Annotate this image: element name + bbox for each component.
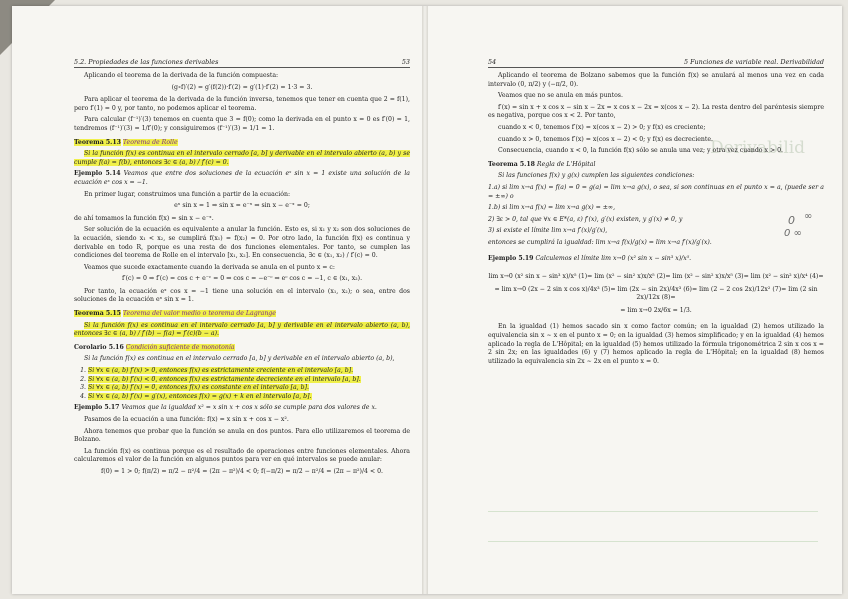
lhopital-condition-2: 2) ∃ε > 0, tal que ∀x ∈ E*(a, ε) f′(x), g′(x) existen, y g′(x) ≠ 0, y [488,215,683,223]
left-page [12,6,422,594]
lhopital-condition-1b: 1.b) si lim x→a f(x) = lim x→a g(x) = ±∞, [488,204,616,212]
limit-calculation-line-3: = lim x→0 2x/6x = 1/3. [620,306,692,314]
example-5-14-p1: En primer lugar, construimos una función a partir de la ecuación: [84,190,291,198]
book-spread [12,6,842,594]
limit-calculation-line-1: lim x→0 (x² sin x − sin³ x)/x⁵ (1)= lim (x² − sin² x)x/x⁵ (2)= lim (x² − sin² x)x/x⁵ (3)= lim (x² − sin² x)/x⁴ (4)= [488,273,824,281]
right-page-header [488,58,824,68]
case-negative: cuando x < 0, tenemos f′(x) = x(cos x − 2) > 0; y f(x) es creciente; [498,123,706,131]
example-5-17-p1: Pasamos de la ecuación a una función: f(x) = x sin x + cos x − x². [84,416,289,423]
inverse-paragraph-2: Para calcular (f⁻¹)′(3) tenemos en cuenta que 3 = f(0); como la derivada en el punto x = 0 es f′(0) = 1, tendremos (f⁻¹)′(3) = 1/f′(0); y consiguiremos (f⁻¹)′(3) = 1/1 = 1. [74,116,410,132]
corollary-5-16-list [74,367,410,401]
inverse-paragraph-1: Para aplicar el teorema de la derivada de la función inversa, tenemos que tener en cuenta que 2 = f(1), pero f′(1) = 0 y, por tanto, no podemos aplicar el teorema. [74,96,410,112]
right-page-body [488,72,824,369]
example-5-14-p4: Veamos que sucede exactamente cuando la derivada se anula en el punto x = c: [84,263,335,271]
theorem-5-13 [74,139,410,168]
consequence-paragraph: Consecuencia, cuando x < 0, la función f(x) sólo se anula una vez; y otra vez cuando x > 0. [498,147,784,155]
pencil-note-ratio: 0 ∞ [784,228,802,239]
example-5-14-equation-1: eˣ sin x = 1 ⇒ sin x = e⁻ˣ ⇒ sin x − e⁻ˣ = 0; [174,202,310,210]
example-5-14-statement: Veamos que entre dos soluciones de la ecuación eˣ sin x = 1 existe una solución de la ecuación eˣ cos x = −1. [74,170,410,186]
example-5-17-p2: Ahora tenemos que probar que la función se anula en dos puntos. Para ello utilizaremos el teorema de Bolzano. [74,427,410,444]
case-positive: cuando x > 0, tenemos f′(x) = x(cos x − 2) < 0; y f(x) es decreciente. [498,135,713,143]
lhopital-condition-1a: 1.a) si lim x→a f(x) = f(a) = 0 = g(a) = lim x→a g(x), o sea, si son continuas en el punto x = a, (puede ser a = ±∞) o [488,183,824,200]
lhopital-condition-3: 3) si existe el límite lim x→a f′(x)/g′(x), [488,227,608,235]
right-header-page-number: 54 [488,58,497,66]
example-5-17-p3: La función f(x) es continua porque es el resultado de operaciones entre funciones elementales. Ahora calcularemos el valor de la función en algunos puntos para ver en qué intervalos se puede anular: [74,447,410,464]
corollary-item-decreasing: Si ∀x ∈ (a, b) f′(x) < 0, entonces f(x) es estrictamente decreciente en el intervalo [a, b]. [88,375,361,383]
left-header-title: 5.2. Propiedades de las funciones derivables [74,58,219,66]
composite-derivative-equation: (g∘f)′(2) = g′(f(2))·f′(2) = g′(1)·f′(2) = 1·3 = 3. [171,83,313,91]
limit-calculation-line-2: = lim x→0 (2x − 2 sin x cos x)/4x³ (5)= lim (2x − sin 2x)/4x³ (6)= lim (2 − 2 cos 2x)/12x² (7)= lim (2 sin 2x)/12x (8)= [494,285,818,302]
left-header-page-number: 53 [401,58,410,66]
example-5-14-p5: Por tanto, la ecuación eˣ cos x = −1 tiene una solución en el intervalo (x₁, x₂); o sea, entre dos soluciones de la ecuación eˣ sin x = 1. [74,287,410,304]
explanation-paragraph: En la igualdad (1) hemos sacado sin x como factor común; en la igualdad (2) hemos utilizado la equivalencia sin x ∼ x en el punto x = 0; en la igualdad (3) hemos simplificado; y en la igualdad (4) hemos aplicado la regla de L'Hôpital; en la igualdad (5) hemos utilizado la fórmula trigonométrica 2 sin x cos x = 2 sin 2x; en las igualdades (6) y (7) hemos aplicado la regla de L'Hôpital; en la igualdad (8) hemos utilizado la equivalencia sin 2x ∼ 2x en el punto x = 0. [488,323,824,365]
theorem-5-18 [488,161,824,181]
pencil-note-infinity: ∞ [804,211,813,222]
bleed-through-line [488,511,818,512]
example-5-19-statement: Calculemos el límite lim x→0 (x² sin x − sin³ x)/x⁵. [535,254,692,262]
right-header-title: 5 Funciones de variable real. Derivabilidad [683,58,824,66]
example-5-19-label: Ejemplo 5.19 [488,254,534,262]
theorem-5-15-name: Teorema del valor medio o teorema de Lagrange [122,310,276,318]
example-5-17-statement: Veamos que la igualdad x² = x sin x + cos x sólo se cumple para dos valores de x. [121,404,377,412]
corollary-5-16-name: Condición suficiente de monotonía [125,343,235,351]
example-5-14-label: Ejemplo 5.14 [74,170,121,178]
theorem-5-15 [74,310,410,339]
theorem-5-15-label: Teorema 5.15 [74,310,121,318]
corollary-5-16-statement: Si la función f(x) es continua en el intervalo cerrado [a, b] y derivable en el intervalo abierto (a, b), [84,355,395,363]
example-5-14-equation-2: f′(c) = 0 ⇒ f′(c) = cos c + e⁻ᶜ = 0 ⇒ cos c = −e⁻ᶜ ⇒ eᶜ cos c = −1, c ∈ (x₁, x₂). [121,275,363,283]
bolzano-paragraph: Aplicando el teorema de Bolzano sabemos que la función f(x) se anulará al menos una vez en cada intervalo (0, π/2) y (−π/2, 0). [488,72,824,88]
theorem-5-13-statement: Si la función f(x) es continua en el intervalo cerrado [a, b] y derivable en el intervalo abierto (a, b) y se cumple f(a) = f(b), entonces ∃c ∈ (a, b) / f′(c) = 0. [74,150,410,166]
example-5-17-label: Ejemplo 5.17 [74,404,120,412]
theorem-5-13-label: Teorema 5.13 [74,138,121,146]
corollary-5-16 [74,344,410,402]
example-5-17-equation: f(0) = 1 > 0; f(π/2) = π/2 − π²/4 = (2π − π²)/4 < 0; f(−π/2) = π/2 − π²/4 = (2π − π²)/4 < 0. [101,467,383,475]
theorem-5-15-statement: Si la función f(x) es continua en el intervalo cerrado [a, b] y derivable en el intervalo abierto (a, b), entonces ∃c ∈ (a, b) / f′(b) − f(a) = f′(c)(b − a). [74,321,410,338]
left-page-header [74,58,410,68]
theorem-5-18-name: Regla de L'Hôpital [536,160,596,168]
right-page [428,6,838,594]
left-page-body [74,72,410,481]
uniqueness-paragraph: Veamos que no se anula en más puntos. [498,92,623,100]
corollary-5-16-label: Corolario 5.16 [74,343,124,351]
bleed-through-line-2 [488,541,818,542]
theorem-5-18-statement: Si las funciones f(x) y g(x) cumplen las siguientes condiciones: [498,172,695,180]
bleed-through-text: Derivabilid [710,138,806,158]
lhopital-conclusion: entonces se cumplirá la igualdad: lim x→a f(x)/g(x) = lim x→a f′(x)/g′(x). [488,238,712,246]
intro-paragraph: Aplicando el teorema de la derivada de la función compuesta: [84,72,279,79]
example-5-14-p3: Ser solución de la ecuación es equivalente a anular la función. Esto es, si x₁ y x₂ son dos soluciones de la ecuación, siendo x₁ < x₂, se cumplirá f(x₁) = f(x₂) = 0. Por otro lado, la función f(x) es continua y derivable en todo R, porque es una resta de dos funciones elementales. Por tanto, se cumplen las condiciones del teorema de Rolle en el intervalo [x₁, x₂]. En consecuencia, ∃c ∈ (x₁, x₂) / f′(c) = 0. [74,226,410,260]
corollary-item-constant: Si ∀x ∈ (a, b) f′(x) = 0, entonces f(x) es constante en el intervalo [a, b]. [88,384,309,392]
example-5-14-p2: de ahí tomamos la función f(x) = sin x − e⁻ˣ. [74,214,214,222]
corollary-item-equal-derivatives: Si ∀x ∈ (a, b) f′(x) = g′(x), entonces f(x) = g(x) + k en el intervalo [a, b]. [88,392,312,400]
theorem-5-13-name: Teorema de Rolle [122,138,178,146]
pencil-note-zero: 0 [788,214,795,227]
theorem-5-18-label: Teorema 5.18 [488,160,535,168]
derivative-paragraph: f′(x) = sin x + x cos x − sin x − 2x = x cos x − 2x = x(cos x − 2). La resta dentro del paréntesis siempre es negativa, porque cos x < 2. Por tanto, [488,103,824,120]
corollary-item-increasing: Si ∀x ∈ (a, b) f′(x) > 0, entonces f(x) es estrictamente creciente en el intervalo [a, b]. [88,367,354,375]
